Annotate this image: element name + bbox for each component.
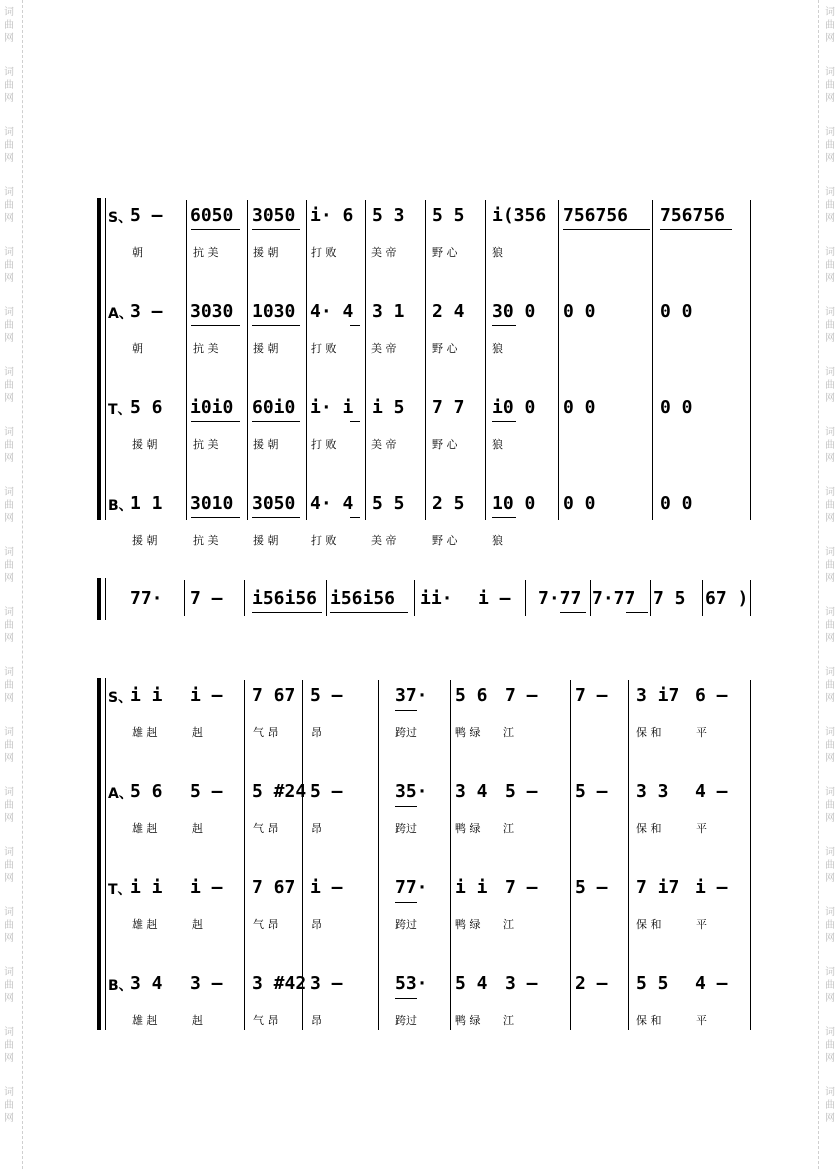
watermark-text: 词 曲 网 [825,367,835,404]
lyric: 朝 [132,342,143,355]
watermark-text: 词 曲 网 [825,307,835,344]
lyric: 打 败 [311,438,337,451]
watermark-text: 词 曲 网 [825,607,835,644]
lyric: 援 朝 [253,438,279,451]
watermark-text: 词 曲 网 [825,247,835,284]
beam-underline [191,517,240,518]
system-bracket [97,578,101,620]
barline [450,680,451,1030]
note-group: 2 4 [432,301,465,322]
watermark-text: 词 曲 网 [825,847,835,884]
watermark-text: 词 曲 网 [825,187,835,224]
barline [750,200,751,520]
barline [306,200,307,520]
barline [702,580,703,616]
watermark-text: 词 曲 网 [4,1027,14,1064]
barline [650,580,651,616]
lyric: 打 败 [311,246,337,259]
lyric: 援 朝 [253,246,279,259]
lyric: 赳 [192,918,203,931]
barline [414,580,415,616]
lyric: 援 朝 [132,438,158,451]
watermark-text: 词 曲 网 [825,907,835,944]
note-group: 37· [395,685,428,706]
lyric: 打 败 [311,342,337,355]
note-group: 3 — [190,973,223,994]
barline [485,200,486,520]
note-group: 3050 [252,493,296,514]
note-group: 756756 [563,205,629,226]
watermark-text: 词 曲 网 [4,607,14,644]
lyric: 保 和 [636,822,662,835]
lyric: 昂 [311,918,322,931]
lyric: 野 心 [432,438,458,451]
note-group: 53· [395,973,428,994]
beam-underline [492,517,516,518]
watermark-text: 词 曲 网 [4,127,14,164]
note-group: 0 0 [563,397,596,418]
lyric: 平 [696,918,707,931]
lyric: 鸭 绿 [455,918,481,931]
beam-underline [395,806,417,807]
system-bracket [97,678,101,1030]
watermark-text: 词 曲 网 [4,367,14,404]
barline [425,200,426,520]
beam-underline [252,421,300,422]
note-group: 3010 [190,493,234,514]
note-group: 0 0 [660,397,693,418]
note-group: ii· [420,588,453,609]
part-label: A、 [108,786,133,802]
beam-underline [252,517,300,518]
note-group: 5 — [190,781,223,802]
beam-underline [350,325,360,326]
barline [186,200,187,520]
watermark-text: 词 曲 网 [4,907,14,944]
note-group: i56i56 [330,588,396,609]
note-group: i i [455,877,488,898]
note-group: 4 — [695,973,728,994]
beam-underline [492,421,516,422]
note-group: 5 6 [455,685,488,706]
barline [628,680,629,1030]
barline [525,580,526,616]
watermark-text: 词 曲 网 [825,1087,835,1124]
note-group: 3 4 [455,781,488,802]
note-group: 4· 4 [310,493,354,514]
lyric: 气 昂 [253,726,279,739]
beam-underline [626,612,648,613]
lyric: 援 朝 [132,534,158,547]
part-label: A、 [108,306,133,322]
right-margin-line [818,0,819,1169]
beam-underline [252,325,300,326]
note-group: 77· [395,877,428,898]
note-group: 0 0 [563,301,596,322]
note-group: 3050 [252,205,296,226]
watermark-text: 词 曲 网 [825,727,835,764]
note-group: 5 5 [432,205,465,226]
lyric: 抗 美 [193,342,219,355]
system-bracket [97,198,101,520]
watermark-text: 词 曲 网 [825,547,835,584]
barline [378,680,379,1030]
note-group: i(356 [492,205,547,226]
lyric: 气 昂 [253,822,279,835]
note-group: 3 3 [636,781,669,802]
system-bracket-line [105,678,106,1030]
note-group: 60i0 [252,397,296,418]
lyric: 跨过 [395,1014,417,1027]
watermark-text: 词 曲 网 [4,7,14,44]
lyric: 美 帝 [371,246,397,259]
note-group: 3 — [505,973,538,994]
note-group: 5 — [310,685,343,706]
barline [570,680,571,1030]
note-group: 5 — [130,205,163,226]
lyric: 平 [696,822,707,835]
beam-underline [191,421,240,422]
note-group: 7 — [575,685,608,706]
lyric: 赳 [192,822,203,835]
barline [652,200,653,520]
barline [750,580,751,616]
lyric: 鸭 绿 [455,822,481,835]
note-group: 0 0 [660,301,693,322]
note-group: 7 67 [252,685,296,706]
lyric: 跨过 [395,822,417,835]
lyric: 雄 赳 [132,918,158,931]
note-group: i0 0 [492,397,536,418]
lyric: 保 和 [636,1014,662,1027]
part-label: B、 [108,978,133,994]
note-group: 0 0 [660,493,693,514]
beam-underline [191,229,240,230]
watermark-text: 词 曲 网 [4,847,14,884]
watermark-text: 词 曲 网 [4,727,14,764]
note-group: 3 i7 [636,685,680,706]
lyric: 野 心 [432,342,458,355]
note-group: 5 6 [130,781,163,802]
watermark-text: 词 曲 网 [4,247,14,284]
part-label: B、 [108,498,133,514]
lyric: 援 朝 [253,342,279,355]
lyric: 保 和 [636,726,662,739]
note-group: i i [130,877,163,898]
beam-underline [395,998,417,999]
note-group: i — [478,588,511,609]
lyric: 朝 [132,246,143,259]
note-group: 2 — [575,973,608,994]
note-group: i — [695,877,728,898]
note-group: 7 — [190,588,223,609]
beam-underline [330,612,408,613]
note-group: 7 7 [432,397,465,418]
lyric: 跨过 [395,726,417,739]
watermark-text: 词 曲 网 [825,967,835,1004]
lyric: 平 [696,1014,707,1027]
barline [247,200,248,520]
beam-underline [560,612,586,613]
lyric: 鸭 绿 [455,1014,481,1027]
beam-underline [191,325,240,326]
watermark-text: 词 曲 网 [4,787,14,824]
part-label: T、 [108,882,132,898]
watermark-text: 词 曲 网 [4,967,14,1004]
lyric: 江 [503,726,514,739]
beam-underline [350,517,360,518]
watermark-text: 词 曲 网 [4,67,14,104]
lyric: 美 帝 [371,534,397,547]
note-group: i — [190,685,223,706]
lyric: 昂 [311,1014,322,1027]
beam-underline [252,229,300,230]
note-group: i 5 [372,397,405,418]
note-group: 5 #24 [252,781,307,802]
barline [750,680,751,1030]
watermark-text: 词 曲 网 [4,487,14,524]
watermark-text: 词 曲 网 [825,487,835,524]
beam-underline [350,421,360,422]
note-group: 3 1 [372,301,405,322]
note-group: i — [310,877,343,898]
note-group: 3030 [190,301,234,322]
note-group: 3 — [130,301,163,322]
lyric: 雄 赳 [132,822,158,835]
note-group: 7 — [505,877,538,898]
beam-underline [660,229,732,230]
lyric: 抗 美 [193,534,219,547]
barline [244,680,245,1030]
barline [326,580,327,616]
note-group: 3 4 [130,973,163,994]
watermark-text: 词 曲 网 [4,1087,14,1124]
note-group: 1030 [252,301,296,322]
lyric: 平 [696,726,707,739]
system-bracket-line [105,578,106,620]
note-group: i· 6 [310,205,354,226]
note-group: 30 0 [492,301,536,322]
beam-underline [395,902,417,903]
watermark-text: 词 曲 网 [4,187,14,224]
watermark-text: 词 曲 网 [825,7,835,44]
note-group: 7 i7 [636,877,680,898]
beam-underline [252,612,322,613]
lyric: 跨过 [395,918,417,931]
note-group: i — [190,877,223,898]
note-group: 1 1 [130,493,163,514]
note-group: 7 67 [252,877,296,898]
barline [590,580,591,616]
note-group: 5 5 [372,493,405,514]
note-group: 4· 4 [310,301,354,322]
lyric: 鸭 绿 [455,726,481,739]
note-group: 77· [130,588,163,609]
watermark-text: 词 曲 网 [4,547,14,584]
lyric: 狼 [492,438,503,451]
lyric: 气 昂 [253,918,279,931]
note-group: 6 — [695,685,728,706]
barline [184,580,185,616]
note-group: 3 — [310,973,343,994]
watermark-text: 词 曲 网 [825,427,835,464]
system-bracket-line [105,198,106,520]
note-group: 5 — [575,877,608,898]
note-group: 5 — [310,781,343,802]
left-margin-line [22,0,23,1169]
barline [558,200,559,520]
lyric: 狼 [492,534,503,547]
part-label: T、 [108,402,132,418]
note-group: 5 3 [372,205,405,226]
note-group: 5 5 [636,973,669,994]
note-group: 7·77 [592,588,636,609]
lyric: 江 [503,1014,514,1027]
note-group: 2 5 [432,493,465,514]
note-group: i· i [310,397,354,418]
lyric: 打 败 [311,534,337,547]
part-label: S、 [108,210,133,226]
note-group: 7 — [505,685,538,706]
note-group: 4 — [695,781,728,802]
lyric: 美 帝 [371,438,397,451]
lyric: 昂 [311,726,322,739]
note-group: 10 0 [492,493,536,514]
barline [244,580,245,616]
beam-underline [492,325,516,326]
note-group: 5 — [575,781,608,802]
lyric: 美 帝 [371,342,397,355]
note-group: i i [130,685,163,706]
note-group: 756756 [660,205,726,226]
note-group: 0 0 [563,493,596,514]
watermark-text: 词 曲 网 [825,67,835,104]
note-group: i56i56 [252,588,318,609]
note-group: 5 6 [130,397,163,418]
lyric: 雄 赳 [132,1014,158,1027]
watermark-text: 词 曲 网 [4,667,14,704]
lyric: 江 [503,822,514,835]
beam-underline [395,710,417,711]
lyric: 狼 [492,246,503,259]
note-group: 7·77 [538,588,582,609]
watermark-text: 词 曲 网 [825,787,835,824]
lyric: 昂 [311,822,322,835]
lyric: 野 心 [432,246,458,259]
lyric: 气 昂 [253,1014,279,1027]
note-group: 6050 [190,205,234,226]
barline [365,200,366,520]
lyric: 狼 [492,342,503,355]
watermark-text: 词 曲 网 [825,1027,835,1064]
note-group: 5 4 [455,973,488,994]
lyric: 抗 美 [193,246,219,259]
lyric: 野 心 [432,534,458,547]
watermark-text: 词 曲 网 [4,307,14,344]
watermark-text: 词 曲 网 [4,427,14,464]
lyric: 保 和 [636,918,662,931]
lyric: 抗 美 [193,438,219,451]
note-group: i0i0 [190,397,234,418]
watermark-text: 词 曲 网 [825,667,835,704]
part-label: S、 [108,690,133,706]
note-group: 3 #42 [252,973,307,994]
watermark-text: 词 曲 网 [825,127,835,164]
lyric: 雄 赳 [132,726,158,739]
lyric: 江 [503,918,514,931]
lyric: 赳 [192,726,203,739]
note-group: 5 — [505,781,538,802]
note-group: 7 5 [653,588,686,609]
lyric: 援 朝 [253,534,279,547]
note-group: 67 ) [705,588,749,609]
beam-underline [563,229,650,230]
note-group: 35· [395,781,428,802]
lyric: 赳 [192,1014,203,1027]
